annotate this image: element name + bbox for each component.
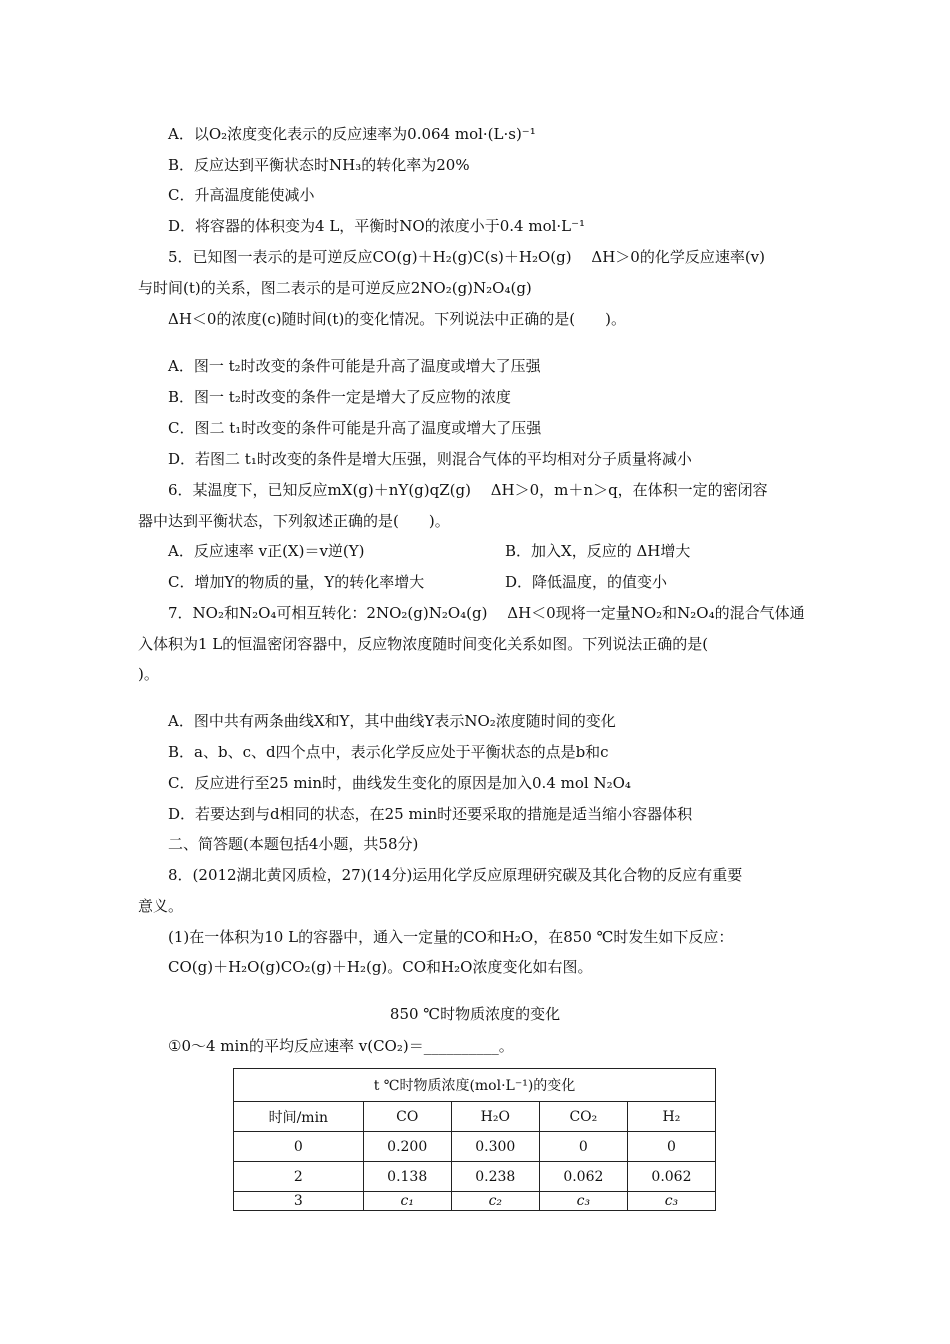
table-cell-var: c₂ [488, 1193, 503, 1209]
q6-stem-line1: 6．某温度下，已知反应mX(g)＋nY(g)qZ(g) ΔH＞0，m＋n＞q，在体积一定的密闭容 [168, 481, 768, 499]
table-cell: 0 [539, 1132, 627, 1162]
q7-option-b: B．a、b、c、d四个点中，表示化学反应处于平衡状态的点是b和c [168, 743, 609, 761]
q7-option-a: A．图中共有两条曲线X和Y，其中曲线Y表示NO₂浓度随时间的变化 [168, 712, 616, 730]
q8-subquestion-1: ①0～4 min的平均反应速率 v(CO₂)＝__________。 [168, 1037, 514, 1055]
header-h2: H₂ [627, 1102, 715, 1132]
table-row [234, 1162, 716, 1192]
q8-stem-line2: 意义。 [138, 897, 184, 915]
table-cell-var: c₃ [576, 1193, 591, 1209]
q5-option-c: C．图二 t₁时改变的条件可能是升高了温度或增大了压强 [168, 419, 542, 437]
q6-option-b: B．加入X，反应的 ΔH增大 [505, 542, 691, 560]
header-h2o: H₂O [451, 1102, 539, 1132]
table-caption-row [234, 1069, 716, 1102]
figure-title: 850 ℃时物质浓度的变化 [389, 1005, 561, 1023]
concentration-table [233, 1068, 716, 1211]
table-cell: 0 [234, 1132, 364, 1162]
table-cell: 0.200 [363, 1132, 451, 1162]
q6-option-a: A．反应速率 v正(X)＝v逆(Y) [168, 542, 365, 560]
table-cell [627, 1192, 715, 1211]
table-cell: 0.062 [539, 1162, 627, 1192]
q5-stem-line1: 5．已知图一表示的是可逆反应CO(g)＋H₂(g)C(s)＋H₂O(g) ΔH＞0的化学反应速率(v) [168, 248, 766, 266]
q4-option-a: A．以O₂浓度变化表示的反应速率为0.064 mol·(L·s)⁻¹ [168, 125, 536, 143]
q4-option-c: C．升高温度能使减小 [168, 186, 315, 204]
section-two-heading: 二、简答题(本题包括4小题，共58分) [168, 835, 419, 853]
q4-option-d: D．将容器的体积变为4 L，平衡时NO的浓度小于0.4 mol·L⁻¹ [168, 217, 586, 235]
header-time: 时间/min [234, 1102, 364, 1132]
q6-option-c: C．增加Y的物质的量，Y的转化率增大 [168, 573, 425, 591]
q4-option-b: B．反应达到平衡状态时NH₃的转化率为20% [168, 156, 470, 174]
table-cell [363, 1192, 451, 1211]
q8-stem-line1: 8．(2012湖北黄冈质检，27)(14分)运用化学反应原理研究碳及其化合物的反应有重要 [168, 866, 743, 884]
q7-option-c: C．反应进行至25 min时，曲线发生变化的原因是加入0.4 mol N₂O₄ [168, 774, 631, 792]
table-cell-var: c₁ [400, 1193, 414, 1209]
table-cell: 0.138 [363, 1162, 451, 1192]
header-co2: CO₂ [539, 1102, 627, 1132]
header-co: CO [363, 1102, 451, 1132]
q5-stem-line3: ΔH＜0的浓度(c)随时间(t)的变化情况。下列说法中正确的是( )。 [168, 310, 627, 328]
q5-stem-line2: 与时间(t)的关系，图二表示的是可逆反应2NO₂(g)N₂O₄(g) [138, 279, 532, 297]
table-cell: 0.300 [451, 1132, 539, 1162]
table-cell: 0.062 [627, 1162, 715, 1192]
q6-stem-line2: 器中达到平衡状态，下列叙述正确的是( )。 [138, 512, 450, 530]
table-cell [539, 1192, 627, 1211]
q5-option-b: B．图一 t₂时改变的条件一定是增大了反应物的浓度 [168, 388, 511, 406]
table-cell: 0.238 [451, 1162, 539, 1192]
table-cell [451, 1192, 539, 1211]
table-cell-var: c₃ [664, 1193, 679, 1209]
q5-option-d: D．若图二 t₁时改变的条件是增大压强，则混合气体的平均相对分子质量将减小 [168, 450, 692, 468]
table-cell: 2 [234, 1162, 364, 1192]
q8-part1-line2: CO(g)＋H₂O(g)CO₂(g)＋H₂(g)。CO和H₂O浓度变化如右图。 [168, 958, 593, 976]
q7-option-d: D．若要达到与d相同的状态，在25 min时还要采取的措施是适当缩小容器体积 [168, 805, 693, 823]
table-cell: 3 [234, 1192, 364, 1211]
table-row [234, 1132, 716, 1162]
q6-option-d: D．降低温度，的值变小 [505, 573, 668, 591]
q5-option-a: A．图一 t₂时改变的条件可能是升高了温度或增大了压强 [168, 357, 541, 375]
table-caption: t ℃时物质浓度(mol·L⁻¹)的变化 [234, 1069, 716, 1102]
q8-part1-line1: (1)在一体积为10 L的容器中，通入一定量的CO和H₂O，在850 ℃时发生如下反应： [168, 928, 734, 946]
q7-stem-line3: )。 [138, 665, 159, 683]
q7-stem-line2: 入体积为1 L的恒温密闭容器中，反应物浓度随时间变化关系如图。下列说法正确的是( [138, 635, 709, 653]
q7-stem-line1: 7．NO₂和N₂O₄可相互转化：2NO₂(g)N₂O₄(g) ΔH＜0现将一定量NO₂和N₂O₄的混合气体通 [168, 604, 805, 622]
table-row [234, 1192, 716, 1211]
table-header-row [234, 1102, 716, 1132]
table-cell: 0 [627, 1132, 715, 1162]
